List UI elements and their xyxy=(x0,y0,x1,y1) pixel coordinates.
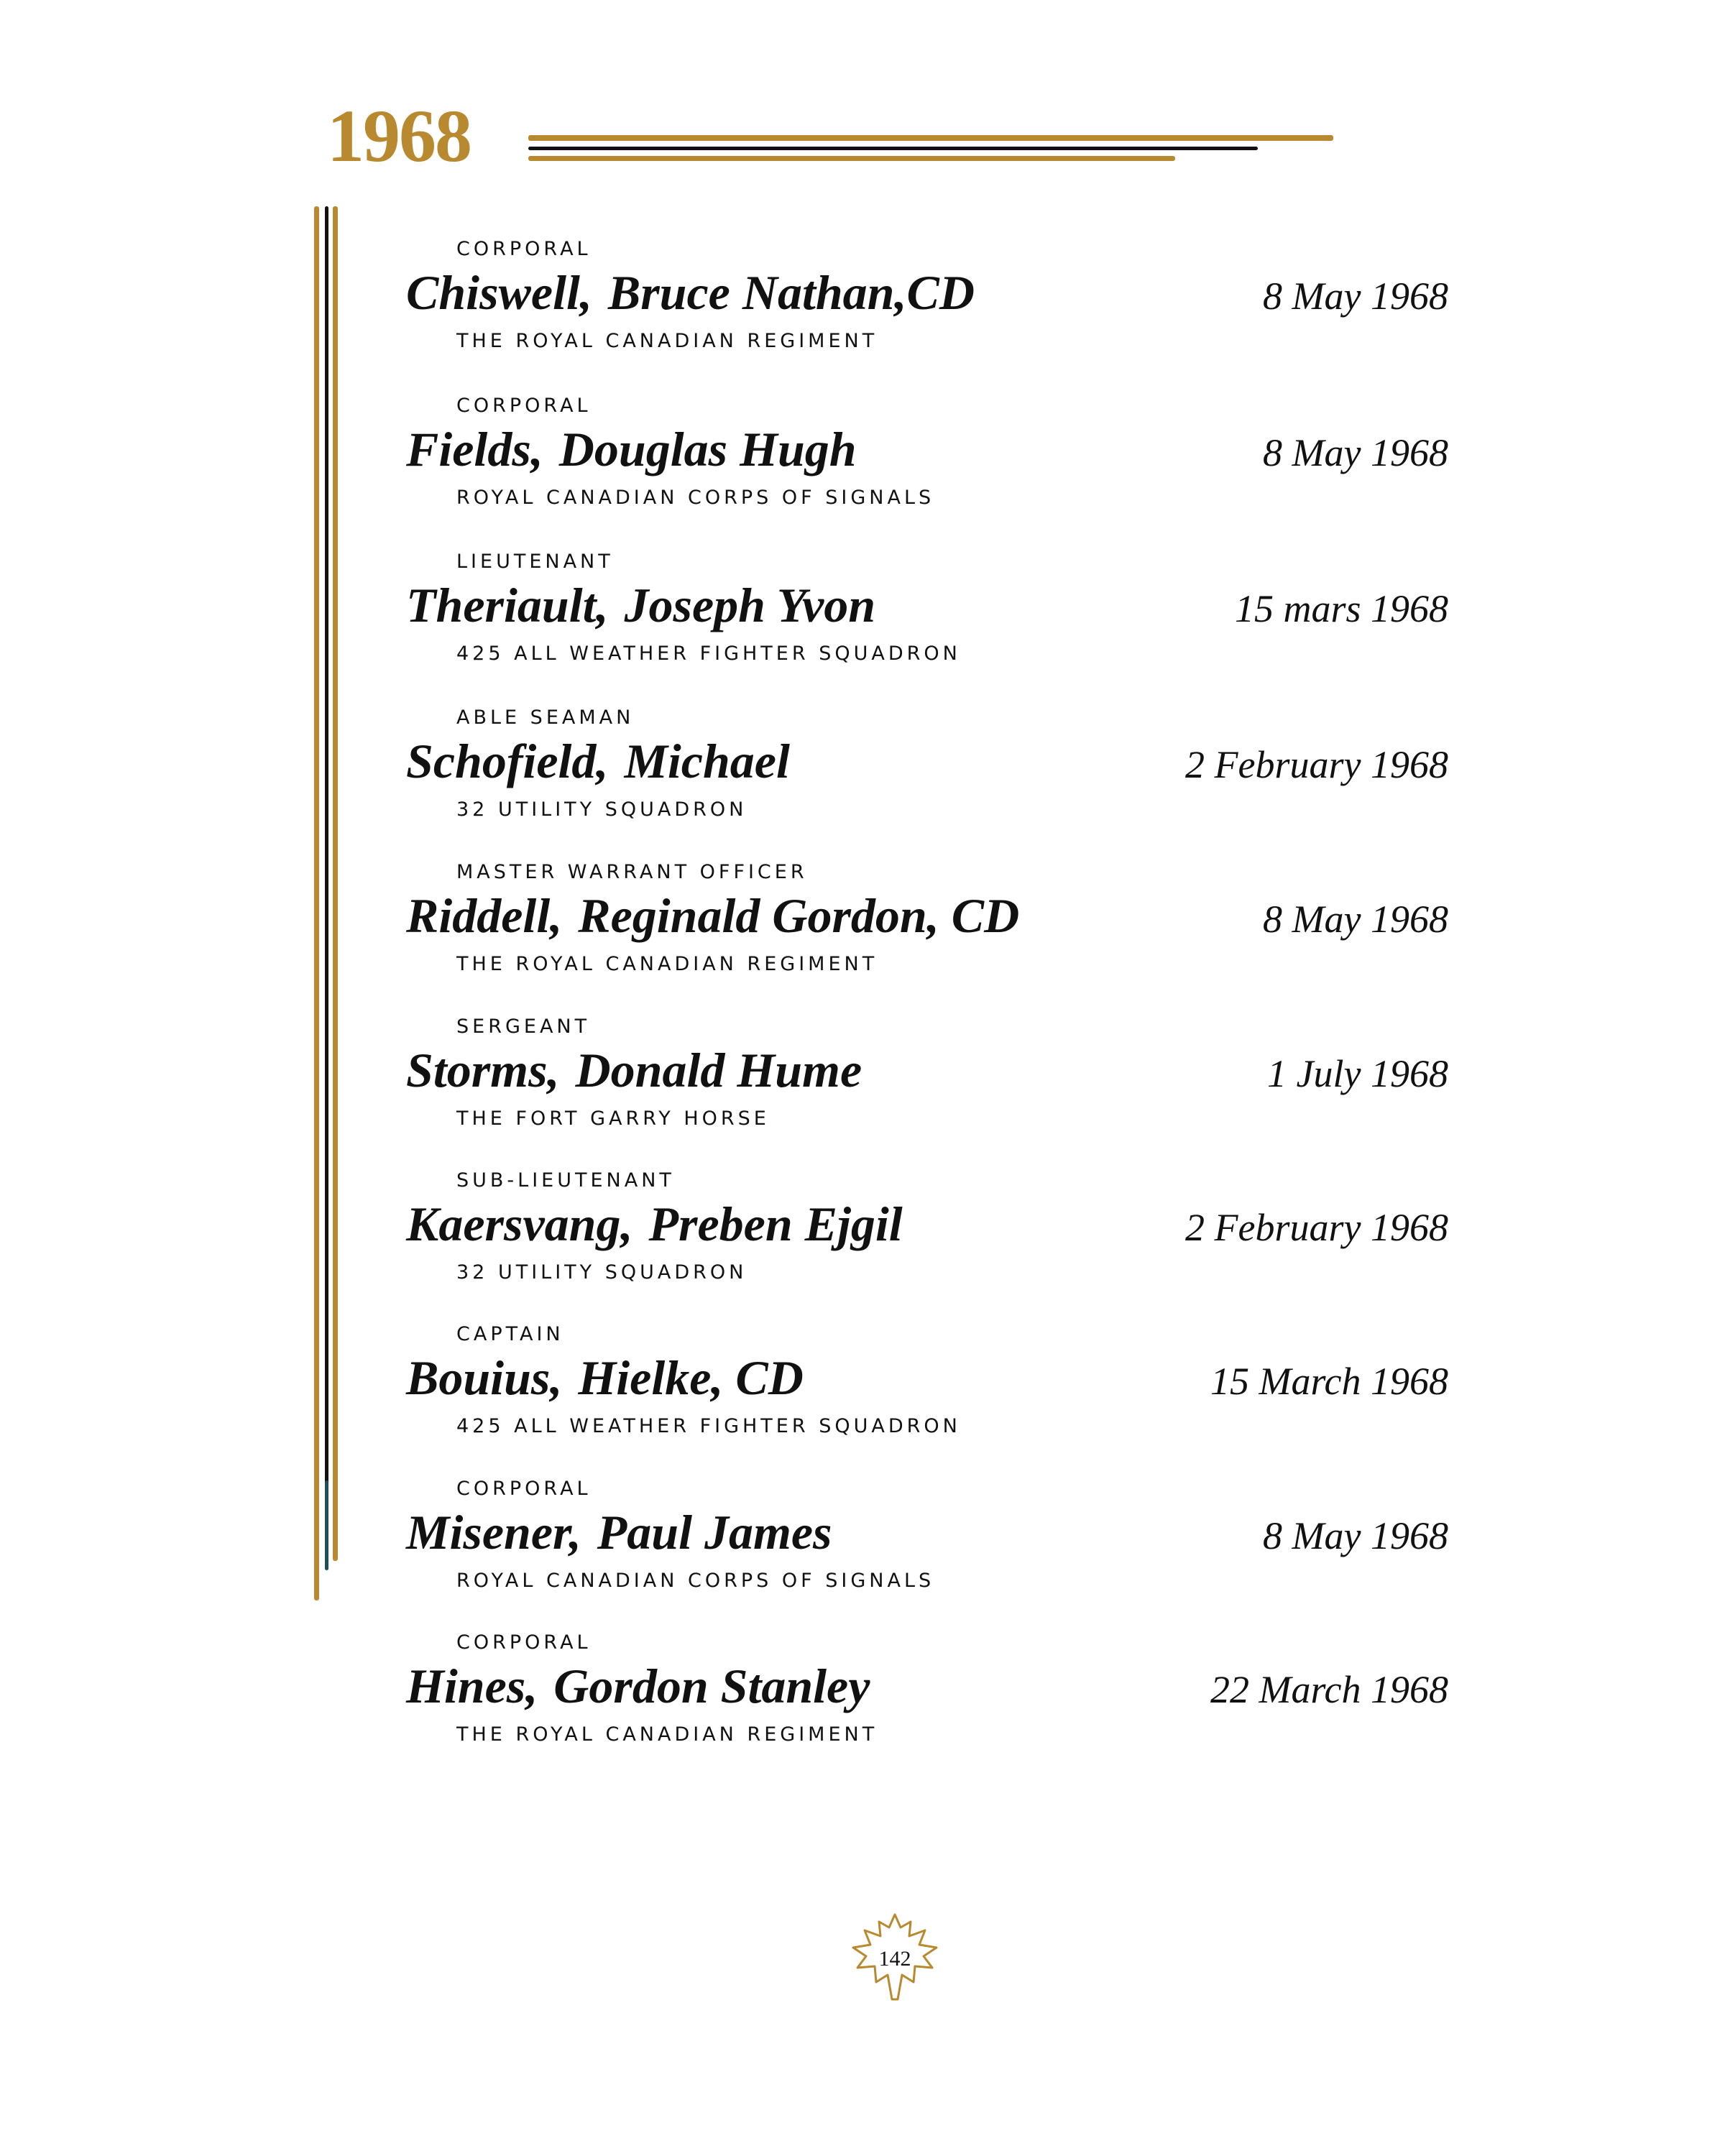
entry-rank: CAPTAIN xyxy=(456,1323,564,1345)
entry-date: 2 February 1968 xyxy=(1185,743,1448,786)
entry-name xyxy=(406,422,857,476)
entry-surname: Storms, xyxy=(406,1043,560,1097)
header-rule-gold-bottom xyxy=(528,156,1175,161)
entry-date: 2 February 1968 xyxy=(1185,1206,1448,1249)
entry-surname: Misener, xyxy=(406,1505,581,1560)
entry-given-names: Donald Hume xyxy=(575,1043,862,1097)
memorial-entry xyxy=(406,552,1448,688)
entry-name xyxy=(406,1043,862,1097)
entry-given-names: Hielke, CD xyxy=(578,1350,804,1405)
entry-surname: Theriault, xyxy=(406,578,609,632)
margin-rule-gold-right xyxy=(333,206,338,1561)
entry-unit: 32 UTILITY SQUADRON xyxy=(456,798,748,821)
entry-name xyxy=(406,1659,870,1713)
entry-unit: 32 UTILITY SQUADRON xyxy=(456,1261,748,1284)
entry-name xyxy=(406,1350,804,1405)
entry-name xyxy=(406,578,876,632)
entry-surname: Riddell, xyxy=(406,888,563,943)
entry-date: 15 March 1968 xyxy=(1210,1360,1448,1403)
entry-surname: Chiswell, xyxy=(406,265,592,320)
entry-given-names: Gordon Stanley xyxy=(553,1659,870,1713)
entry-given-names: Preben Ejgil xyxy=(648,1197,903,1251)
entry-surname: Bouius, xyxy=(406,1350,563,1405)
entry-rank: CORPORAL xyxy=(456,1631,592,1654)
margin-rule-ink xyxy=(325,206,328,1557)
entry-given-names: Douglas Hugh xyxy=(558,422,857,476)
entry-unit: ROYAL CANADIAN CORPS OF SIGNALS xyxy=(456,487,935,509)
entry-rank: MASTER WARRANT OFFICER xyxy=(456,861,808,883)
entry-unit: THE ROYAL CANADIAN REGIMENT xyxy=(456,330,878,352)
entry-rank: LIEUTENANT xyxy=(456,550,614,573)
entry-given-names: Bruce Nathan,CD xyxy=(607,265,975,320)
entry-name xyxy=(406,734,790,788)
entry-given-names: Michael xyxy=(624,734,790,788)
entry-rank: CORPORAL xyxy=(456,1478,592,1500)
entry-surname: Hines, xyxy=(406,1659,538,1713)
memorial-entry xyxy=(406,708,1448,844)
memorial-entry xyxy=(406,1633,1448,1769)
memorial-entry xyxy=(406,239,1448,376)
entry-rank: SUB-LIEUTENANT xyxy=(456,1169,675,1192)
entry-rank: ABLE SEAMAN xyxy=(456,706,635,729)
entry-name xyxy=(406,1505,832,1560)
entry-unit: THE ROYAL CANADIAN REGIMENT xyxy=(456,953,878,975)
entry-name xyxy=(406,888,1020,943)
margin-rule-gold-left xyxy=(314,206,319,1600)
entry-date: 15 mars 1968 xyxy=(1234,587,1448,630)
entry-name xyxy=(406,1197,903,1251)
entry-date: 8 May 1968 xyxy=(1263,1514,1448,1557)
header-rule-gold-top xyxy=(528,135,1333,141)
entry-date: 8 May 1968 xyxy=(1263,898,1448,941)
margin-rule-teal xyxy=(325,1480,328,1570)
entry-unit: 425 ALL WEATHER FIGHTER SQUADRON xyxy=(456,1415,961,1437)
entry-date: 8 May 1968 xyxy=(1263,431,1448,474)
entry-unit: THE ROYAL CANADIAN REGIMENT xyxy=(456,1723,878,1746)
entry-date: 1 July 1968 xyxy=(1267,1052,1448,1095)
entry-given-names: Paul James xyxy=(597,1505,832,1560)
memorial-entry xyxy=(406,1171,1448,1307)
memorial-entry xyxy=(406,1479,1448,1616)
entry-given-names: Reginald Gordon, CD xyxy=(578,888,1020,943)
memorial-entry xyxy=(406,1017,1448,1153)
entry-name xyxy=(406,265,975,320)
memorial-entry xyxy=(406,396,1448,533)
memorial-entry xyxy=(406,862,1448,999)
entry-rank: CORPORAL xyxy=(456,395,592,417)
entry-surname: Kaersvang, xyxy=(406,1197,633,1251)
entry-unit: THE FORT GARRY HORSE xyxy=(456,1107,770,1130)
header-rule-ink xyxy=(528,147,1258,150)
entry-date: 8 May 1968 xyxy=(1263,275,1448,318)
entry-rank: SERGEANT xyxy=(456,1015,591,1038)
entry-unit: 425 ALL WEATHER FIGHTER SQUADRON xyxy=(456,642,961,665)
entry-rank: CORPORAL xyxy=(456,238,592,260)
entry-date: 22 March 1968 xyxy=(1210,1668,1448,1711)
entry-unit: ROYAL CANADIAN CORPS OF SIGNALS xyxy=(456,1570,935,1592)
memorial-entry xyxy=(406,1325,1448,1461)
page-number: 142 xyxy=(878,1947,911,1971)
entry-surname: Fields, xyxy=(406,422,543,476)
entry-surname: Schofield, xyxy=(406,734,609,788)
entry-given-names: Joseph Yvon xyxy=(624,578,876,632)
year-heading: 1968 xyxy=(327,95,471,178)
